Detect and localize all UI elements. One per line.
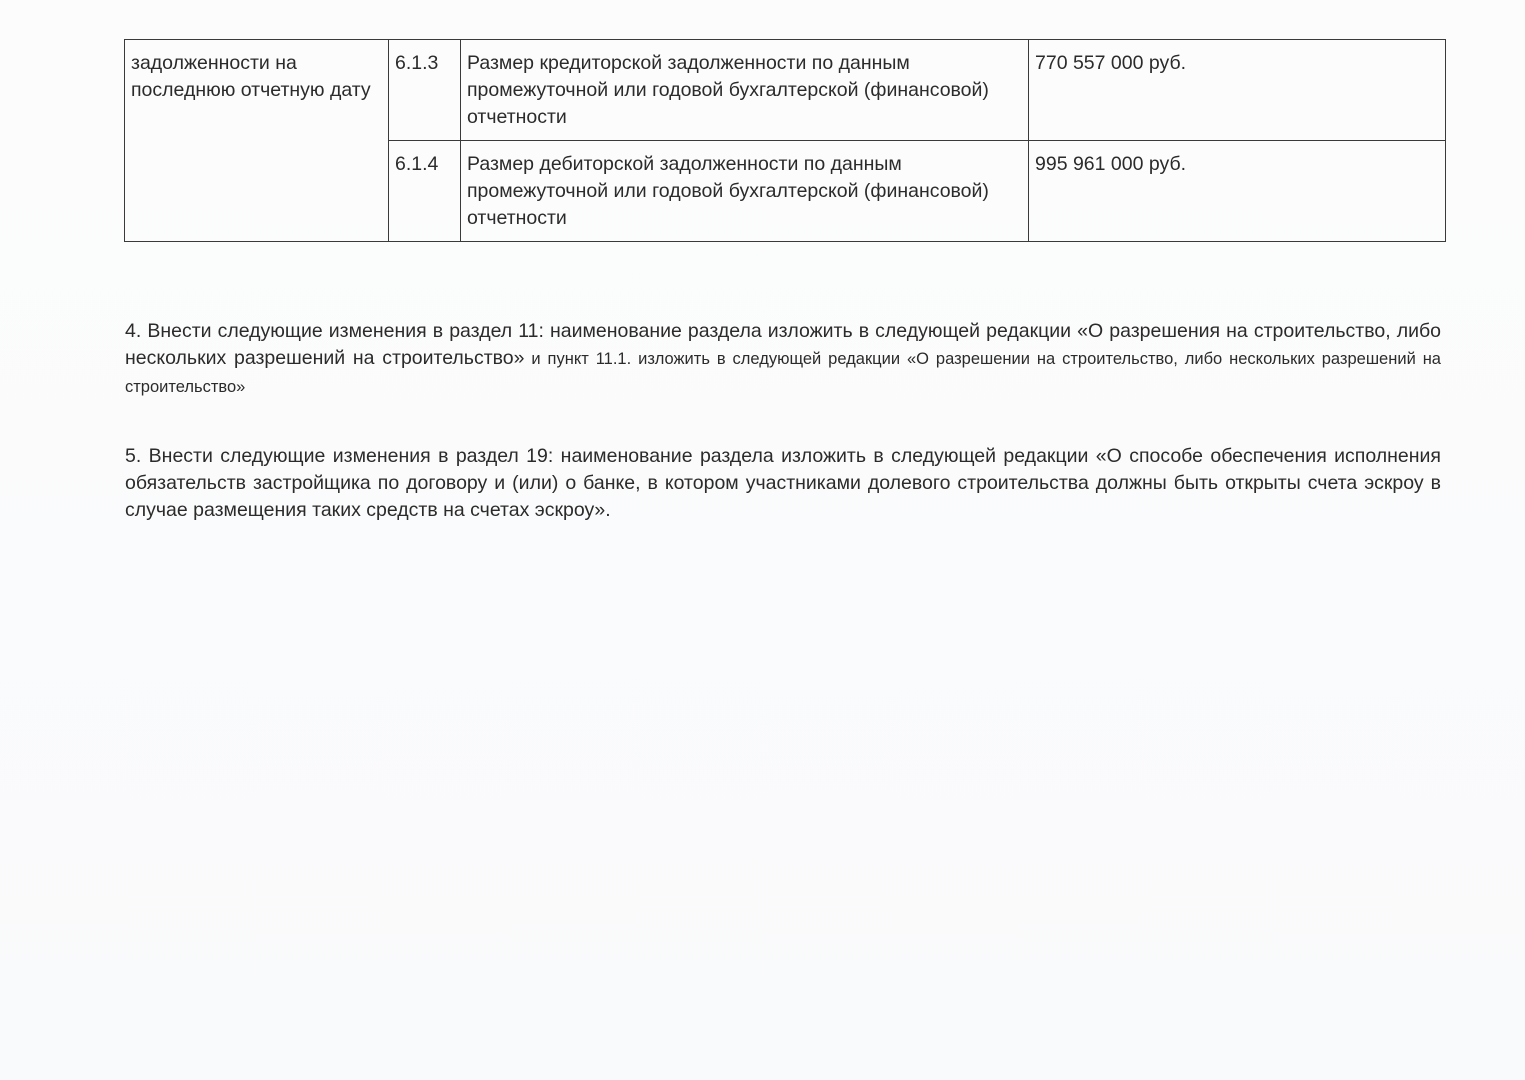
description-cell: Размер дебиторской задолженности по данным промежуточной или годовой бухгалтерской (финансовой) отчетности xyxy=(461,141,1029,242)
value-cell: 770 557 000 руб. xyxy=(1029,40,1446,141)
paragraph-item-5: 5. Внести следующие изменения в раздел 19: наименование раздела изложить в следующей редакции «О способе обеспечения исполнения обязательств застройщика по договору и (или) о банке, в котором участниками долевого строительства должны быть открыты счета эскроу в случае размещения таких средств на счетах эскроу». xyxy=(125,445,1441,521)
table-row xyxy=(125,40,1446,141)
paragraph-4-main: 4. Внести следующие изменения в раздел 11: наименование раздела изложить в следующей редакции «О разрешения на строительство, либо нескольких разрешений на строительство» xyxy=(125,320,1441,369)
debt-table xyxy=(124,39,1446,242)
paragraph-4-tail: и пункт 11.1. изложить в следующей редакции «О разрешении на строительство, либо нескольких разрешений на строительство» xyxy=(125,350,1441,396)
paragraph-item-4 xyxy=(125,318,1441,401)
value-cell: 995 961 000 руб. xyxy=(1029,141,1446,242)
code-cell: 6.1.3 xyxy=(389,40,461,141)
category-cell: задолженности на последнюю отчетную дату xyxy=(125,40,389,242)
code-cell: 6.1.4 xyxy=(389,141,461,242)
description-cell: Размер кредиторской задолженности по данным промежуточной или годовой бухгалтерской (финансовой) отчетности xyxy=(461,40,1029,141)
